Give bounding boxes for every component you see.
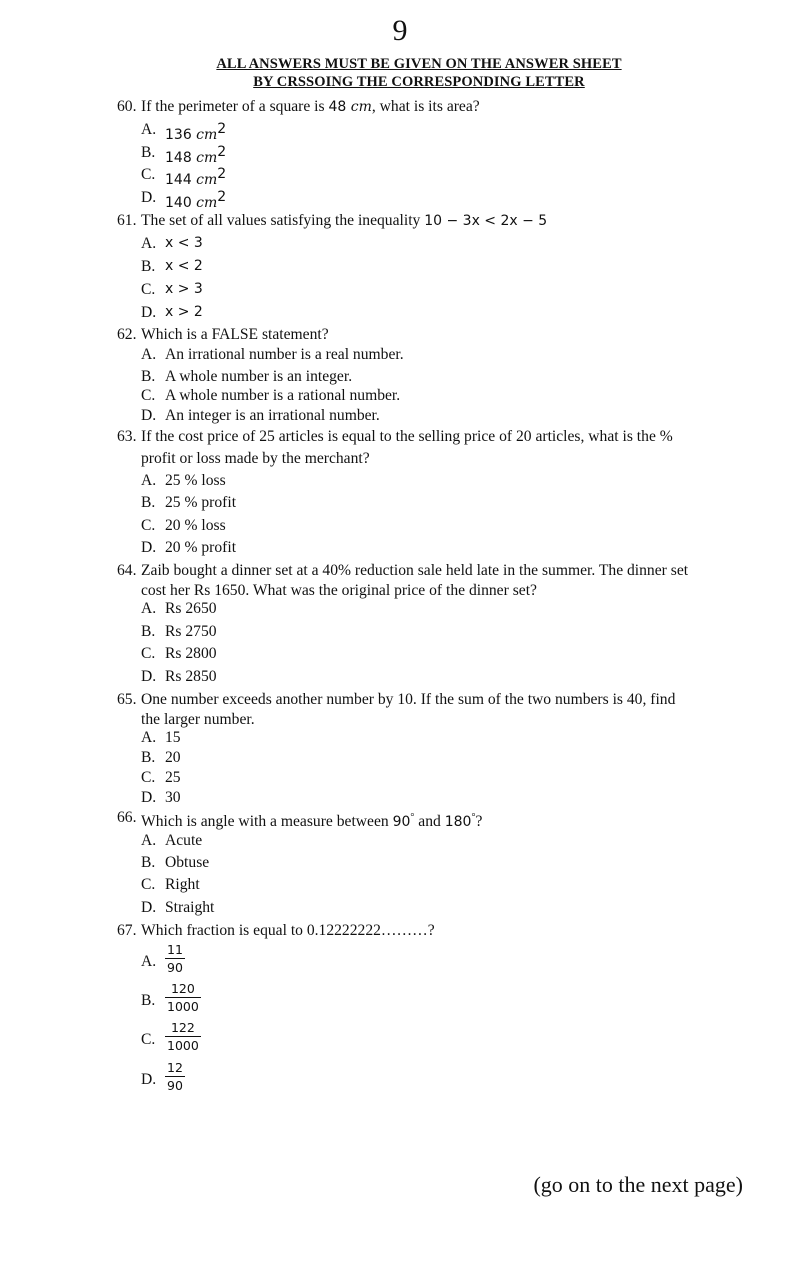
option-61-c[interactable]: C. x > 3 xyxy=(141,281,203,298)
option-60-a[interactable]: A. 136 $cm^2$ xyxy=(141,121,227,144)
question-number: 63. xyxy=(117,428,137,445)
question-66 xyxy=(0,808,800,830)
question-63 xyxy=(0,427,800,469)
question-text: The set of all values satisfying the inequality 10 − 3x < 2x − 5 xyxy=(141,212,548,229)
option-60-b[interactable]: B. 148 $cm^2$ xyxy=(141,144,227,167)
question-text: Which is a FALSE statement? xyxy=(141,326,329,343)
option-63-a[interactable]: A. 25 % loss xyxy=(141,472,226,489)
question-text: Which is angle with a measure between 90° and 180°? xyxy=(141,812,483,831)
option-65-b[interactable]: B. 20 xyxy=(141,749,181,766)
question-number: 65. xyxy=(117,691,137,708)
option-62-b[interactable]: B. A whole number is an integer. xyxy=(141,368,353,385)
option-63-b[interactable]: B. 25 % profit xyxy=(141,494,237,511)
question-number: 67. xyxy=(117,922,137,939)
question-text-line-2: profit or loss made by the merchant? xyxy=(141,450,370,467)
option-64-a[interactable]: A. Rs 2650 xyxy=(141,600,217,617)
instruction-line-2: BY CRSSOING THE CORRESPONDING LETTER xyxy=(253,74,585,90)
option-64-d[interactable]: D. Rs 2850 xyxy=(141,668,217,685)
fraction: $\frac{122}{1000}$ xyxy=(167,1020,199,1053)
option-64-b[interactable]: B. Rs 2750 xyxy=(141,623,217,640)
question-number: 64. xyxy=(117,562,137,579)
option-60-c[interactable]: C. 144 $cm^2$ xyxy=(141,166,227,189)
option-67-d[interactable]: D. $\frac{12}{90}$ xyxy=(141,1060,183,1093)
option-61-a[interactable]: A. x < 3 xyxy=(141,235,203,252)
question-62 xyxy=(0,325,800,345)
option-65-d[interactable]: D. 30 xyxy=(141,789,181,806)
question-64 xyxy=(0,561,800,601)
option-66-d[interactable]: D. Straight xyxy=(141,899,215,916)
question-number: 60. xyxy=(117,98,137,115)
option-67-c[interactable]: C. $\frac{122}{1000}$ xyxy=(141,1020,199,1053)
question-number: 62. xyxy=(117,326,137,343)
option-66-c[interactable]: C. Right xyxy=(141,876,200,893)
question-text-line-2: cost her Rs 1650. What was the original price of the dinner set? xyxy=(141,582,537,599)
question-number: 61. xyxy=(117,212,137,229)
option-67-a[interactable]: A. $\frac{11}{90}$ xyxy=(141,942,183,975)
option-65-a[interactable]: A. 15 xyxy=(141,729,181,746)
question-67 xyxy=(0,921,800,941)
question-text-line-2: the larger number. xyxy=(141,711,255,728)
page-number: 9 xyxy=(392,14,408,47)
option-60-d[interactable]: D. 140 $cm^2$ xyxy=(141,189,227,212)
question-61 xyxy=(0,211,800,231)
option-66-a[interactable]: A. Acute xyxy=(141,832,203,849)
question-text: Which fraction is equal to 0.12222222………? xyxy=(141,922,435,939)
question-60 xyxy=(0,97,800,117)
option-67-b[interactable]: B. $\frac{120}{1000}$ xyxy=(141,981,199,1014)
option-62-d[interactable]: D. An integer is an irrational number. xyxy=(141,407,380,424)
option-61-b[interactable]: B. x < 2 xyxy=(141,258,203,275)
question-text-line-1: Zaib bought a dinner set at a 40% reduction sale held late in the summer. The dinner set xyxy=(141,562,689,579)
fraction: $\frac{120}{1000}$ xyxy=(167,981,199,1014)
question-text-line-1: One number exceeds another number by 10. If the sum of the two numbers is 40, find xyxy=(141,691,676,708)
option-63-d[interactable]: D. 20 % profit xyxy=(141,539,237,556)
option-61-d[interactable]: D. x > 2 xyxy=(141,304,203,321)
option-62-a[interactable]: A. An irrational number is a real number. xyxy=(141,346,404,363)
fraction: $\frac{12}{90}$ xyxy=(167,1060,183,1093)
instruction-line-1: ALL ANSWERS MUST BE GIVEN ON THE ANSWER SHEET xyxy=(216,56,622,72)
question-65 xyxy=(0,690,800,730)
fraction: $\frac{11}{90}$ xyxy=(167,942,183,975)
option-66-b[interactable]: B. Obtuse xyxy=(141,854,210,871)
question-number: 66. xyxy=(117,809,137,826)
option-63-c[interactable]: C. 20 % loss xyxy=(141,517,226,534)
option-62-c[interactable]: C. A whole number is a rational number. xyxy=(141,387,401,404)
question-text: If the perimeter of a square is 48 cm, what is its area? xyxy=(141,98,480,115)
question-text-line-1: If the cost price of 25 articles is equal to the selling price of 20 articles, what is the % xyxy=(141,428,673,445)
footer-next-page: (go on to the next page) xyxy=(533,1172,743,1197)
option-65-c[interactable]: C. 25 xyxy=(141,769,181,786)
option-64-c[interactable]: C. Rs 2800 xyxy=(141,645,217,662)
